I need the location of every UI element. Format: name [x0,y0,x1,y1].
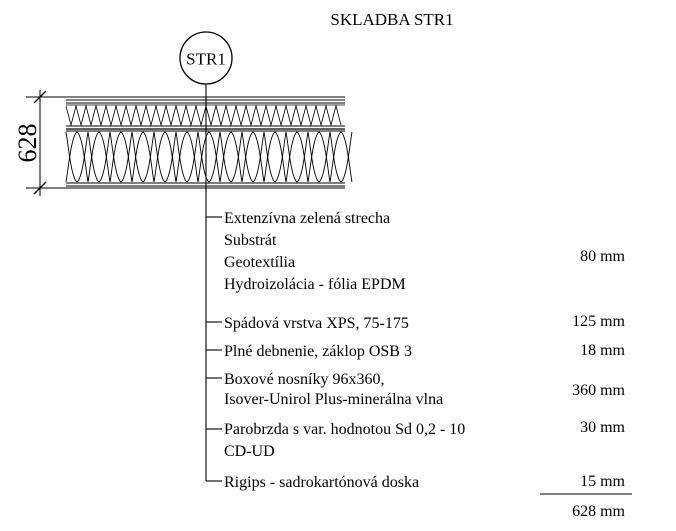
layer-3-line-1: Plné debnenie, záklop OSB 3 [224,343,412,360]
section-tag-label: STR1 [186,49,226,69]
layer-2-thickness: 125 mm [572,313,625,330]
layer-4-line-2: Isover-Unirol Plus-minerálna vlna [224,391,444,408]
layer-4-line-1: Boxové nosníky 96x360, [224,371,385,388]
layer-5-thickness: 30 mm [580,419,625,436]
layer-5-line-1: Parobrzda s var. hodnotou Sd 0,2 - 10 [224,421,466,438]
layer-1-line-3: Geotextília [224,254,296,271]
layer-3-thickness: 18 mm [580,342,625,359]
layer-1-line-1: Extenzívna zelená strecha [224,210,391,227]
layer-4-thickness: 360 mm [572,382,625,399]
dimension-label: 628 [13,123,42,163]
layer-thicknesses [572,248,625,490]
layer-1-line-4: Hydroizolácia - fólia EPDM [224,276,406,293]
diagram-title: SKLADBA STR1 [330,10,454,29]
layer-descriptions [224,210,465,491]
layer-2-line-1: Spádová vrstva XPS, 75-175 [224,315,409,332]
xps-insulation-hatch [66,106,341,125]
layer-section-drawing [66,97,352,188]
total-thickness: 628 mm [572,503,625,520]
section-tag [180,32,232,84]
layer-6-line-1: Rigips - sadrokartónová doska [224,474,420,491]
mineral-wool-hatch [66,132,352,182]
layer-6-thickness: 15 mm [580,473,625,490]
callout-ticks [206,217,222,481]
layer-1-line-2: Substrát [224,232,277,249]
layer-5-line-2: CD-UD [224,443,275,460]
layer-1-thickness: 80 mm [580,248,625,265]
